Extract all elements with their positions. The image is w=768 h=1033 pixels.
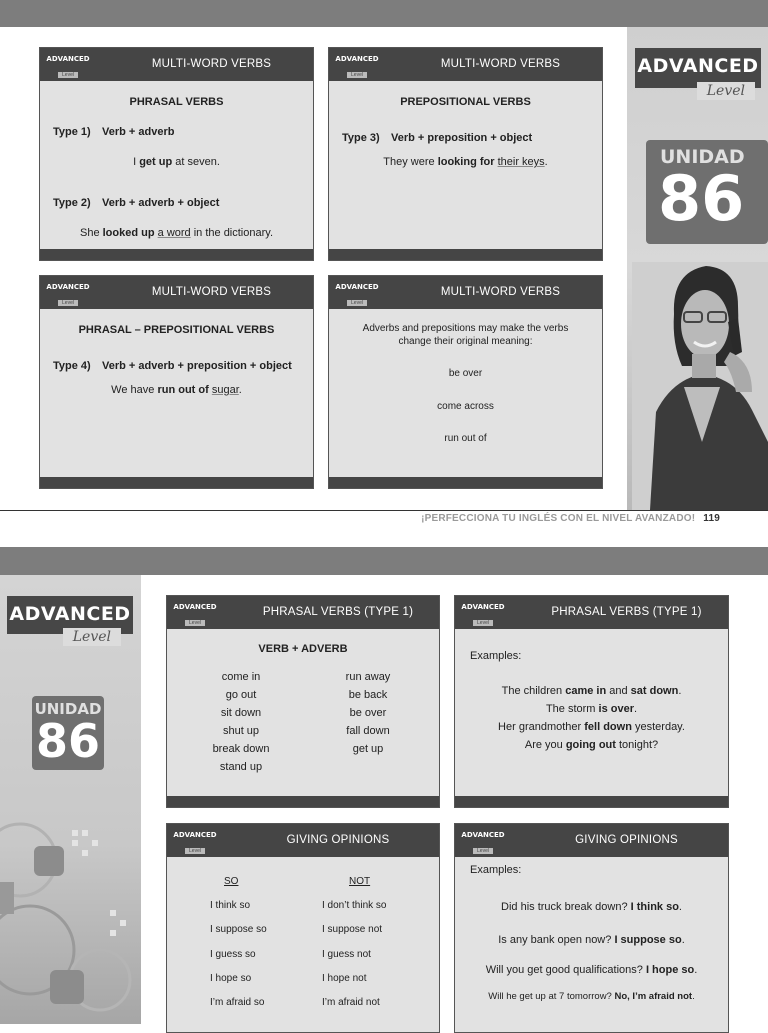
verb-item: run out of [444,433,487,444]
mini-logo: ADVANCED Level [173,831,217,854]
intro-text: Adverbs and prepositions may make the verbs [362,323,569,334]
mini-logo: ADVANCED Level [173,603,217,626]
example-sentence: I get up at seven. [133,156,220,168]
verb-item: shut up [222,725,260,737]
mini-logo: ADVANCED Level [46,283,90,306]
logo-title: ADVANCED [9,603,131,625]
slide-footer-bar [167,796,439,807]
slide-header [455,596,728,629]
slide-title: MULTI-WORD VERBS [151,58,272,70]
example-sentence: Will you get good qualifications? I hope so. [485,964,698,976]
slide-giving-opinions-examples [454,823,729,1033]
examples-label: Examples: [470,650,522,662]
verb-item: fall down [346,725,390,737]
example-sentence: The storm is over. [545,703,638,715]
verb-item: come in [221,671,261,683]
opinion-item: I don’t think so [322,900,387,911]
not-header: NOT [349,876,371,887]
example-sentence: Will he get up at 7 tomorrow? No, I’m afraid not. [488,991,695,1002]
slide-giving-opinions-list [166,823,440,1033]
example-sentence: Her grandmother fell down yesterday. [498,721,685,733]
slide-title: GIVING OPINIONS [286,834,390,846]
logo-title: ADVANCED [637,55,759,77]
example-sentence: The children came in and sat down. [501,685,682,697]
example-sentence: Are you going out tonight? [524,739,659,751]
slide-title: MULTI-WORD VERBS [440,286,561,298]
so-header: SO [224,876,239,887]
type-label: Type 4) [53,360,91,372]
verb-item: break down [212,743,270,755]
verb-item: come across [437,401,494,412]
top-bar [0,0,768,27]
slide-header [167,596,439,629]
opinion-item: I think so [210,900,251,911]
slide-footer-bar [40,477,313,488]
opinion-item: I’m afraid not [322,997,380,1008]
slide-phrasal-verbs-type1-list [166,595,440,808]
slide-title: GIVING OPINIONS [575,834,678,846]
slide-subtitle: PHRASAL – PREPOSITIONAL VERBS [78,324,275,336]
slide-prepositional-verbs [328,47,603,261]
slide-verb-meaning [328,275,603,489]
unidad-badge [646,140,768,244]
slide-header [167,824,439,857]
slide-footer-bar [329,477,602,488]
verb-item: sit down [220,707,262,719]
type-label: Type 2) [53,197,91,209]
slide-title: PHRASAL VERBS (TYPE 1) [551,606,702,618]
intro-text: change their original meaning: [398,336,533,347]
example-sentence: Is any bank open now? I suppose so. [498,934,685,946]
logo-level-badge: Level [697,82,755,100]
example-sentence: We have run out of sugar. [111,384,242,396]
opinion-item: I’m afraid so [210,997,265,1008]
opinion-item: I hope so [210,973,252,984]
type-rule: Verb + adverb + object [102,197,220,209]
mini-logo: ADVANCED Level [461,603,505,626]
type-label: Type 1) [53,126,91,138]
slide-phrasal-prepositional-verbs [39,275,314,489]
unidad-label: UNIDAD [660,146,745,168]
type-rule: Verb + adverb [102,126,175,138]
verb-item: be back [348,689,388,701]
unidad-label: UNIDAD [34,700,102,718]
logo-level-badge: Level [63,628,121,646]
floral-pattern-decoration [0,790,141,1024]
example-sentence: Did his truck break down? I think so. [501,901,682,913]
mini-logo: ADVANCED Level [46,55,90,78]
page-footer: ¡PERFECCIONA TU INGLÉS CON EL NIVEL AVANZADO! 119 [421,513,720,524]
page-top-bar [0,547,768,575]
slide-header [40,48,313,81]
verb-item: stand up [219,761,263,773]
page-divider [0,510,768,511]
type-rule: Verb + adverb + preposition + object [102,360,292,372]
mini-logo: ADVANCED Level [461,831,505,854]
verb-item: get up [352,743,384,755]
slide-footer-bar [40,249,313,260]
example-sentence: She looked up a word in the dictionary. [79,227,274,239]
unidad-number: 86 [658,162,745,235]
opinion-item: I hope not [322,973,367,984]
slide-phrasal-verbs [39,47,314,261]
unidad-badge [32,696,104,770]
opinion-item: I guess so [210,949,256,960]
mini-logo: ADVANCED Level [335,55,379,78]
slide-title: MULTI-WORD VERBS [151,286,272,298]
slide-footer-bar [329,249,602,260]
slide-footer-bar [455,796,728,807]
slide-title: MULTI-WORD VERBS [440,58,561,70]
advanced-level-logo [7,596,133,645]
example-sentence: They were looking for their keys. [383,156,548,168]
slide-header [329,276,602,309]
advanced-level-logo [635,48,761,99]
slide-header [455,824,728,857]
type-label: Type 3) [342,132,380,144]
examples-label: Examples: [470,864,522,876]
type-rule: Verb + preposition + object [391,132,533,144]
verb-item: run away [345,671,391,683]
unidad-number: 86 [35,714,100,768]
slide-subtitle: PREPOSITIONAL VERBS [400,96,531,108]
slide-phrasal-verbs-type1-examples [454,595,729,808]
mini-logo: ADVANCED Level [335,283,379,306]
slide-header [329,48,602,81]
page-number: 119 [703,513,720,524]
woman-on-phone-photo [632,262,768,510]
verb-item: go out [225,689,257,701]
opinion-item: I guess not [322,949,371,960]
slide-subtitle: VERB + ADVERB [258,643,348,655]
slide-title: PHRASAL VERBS (TYPE 1) [262,606,414,618]
opinion-item: I suppose so [210,924,267,935]
verb-item: be over [349,707,387,719]
slide-subtitle: PHRASAL VERBS [129,96,224,108]
opinion-item: I suppose not [322,924,383,935]
verb-item: be over [448,368,483,379]
slide-header [40,276,313,309]
